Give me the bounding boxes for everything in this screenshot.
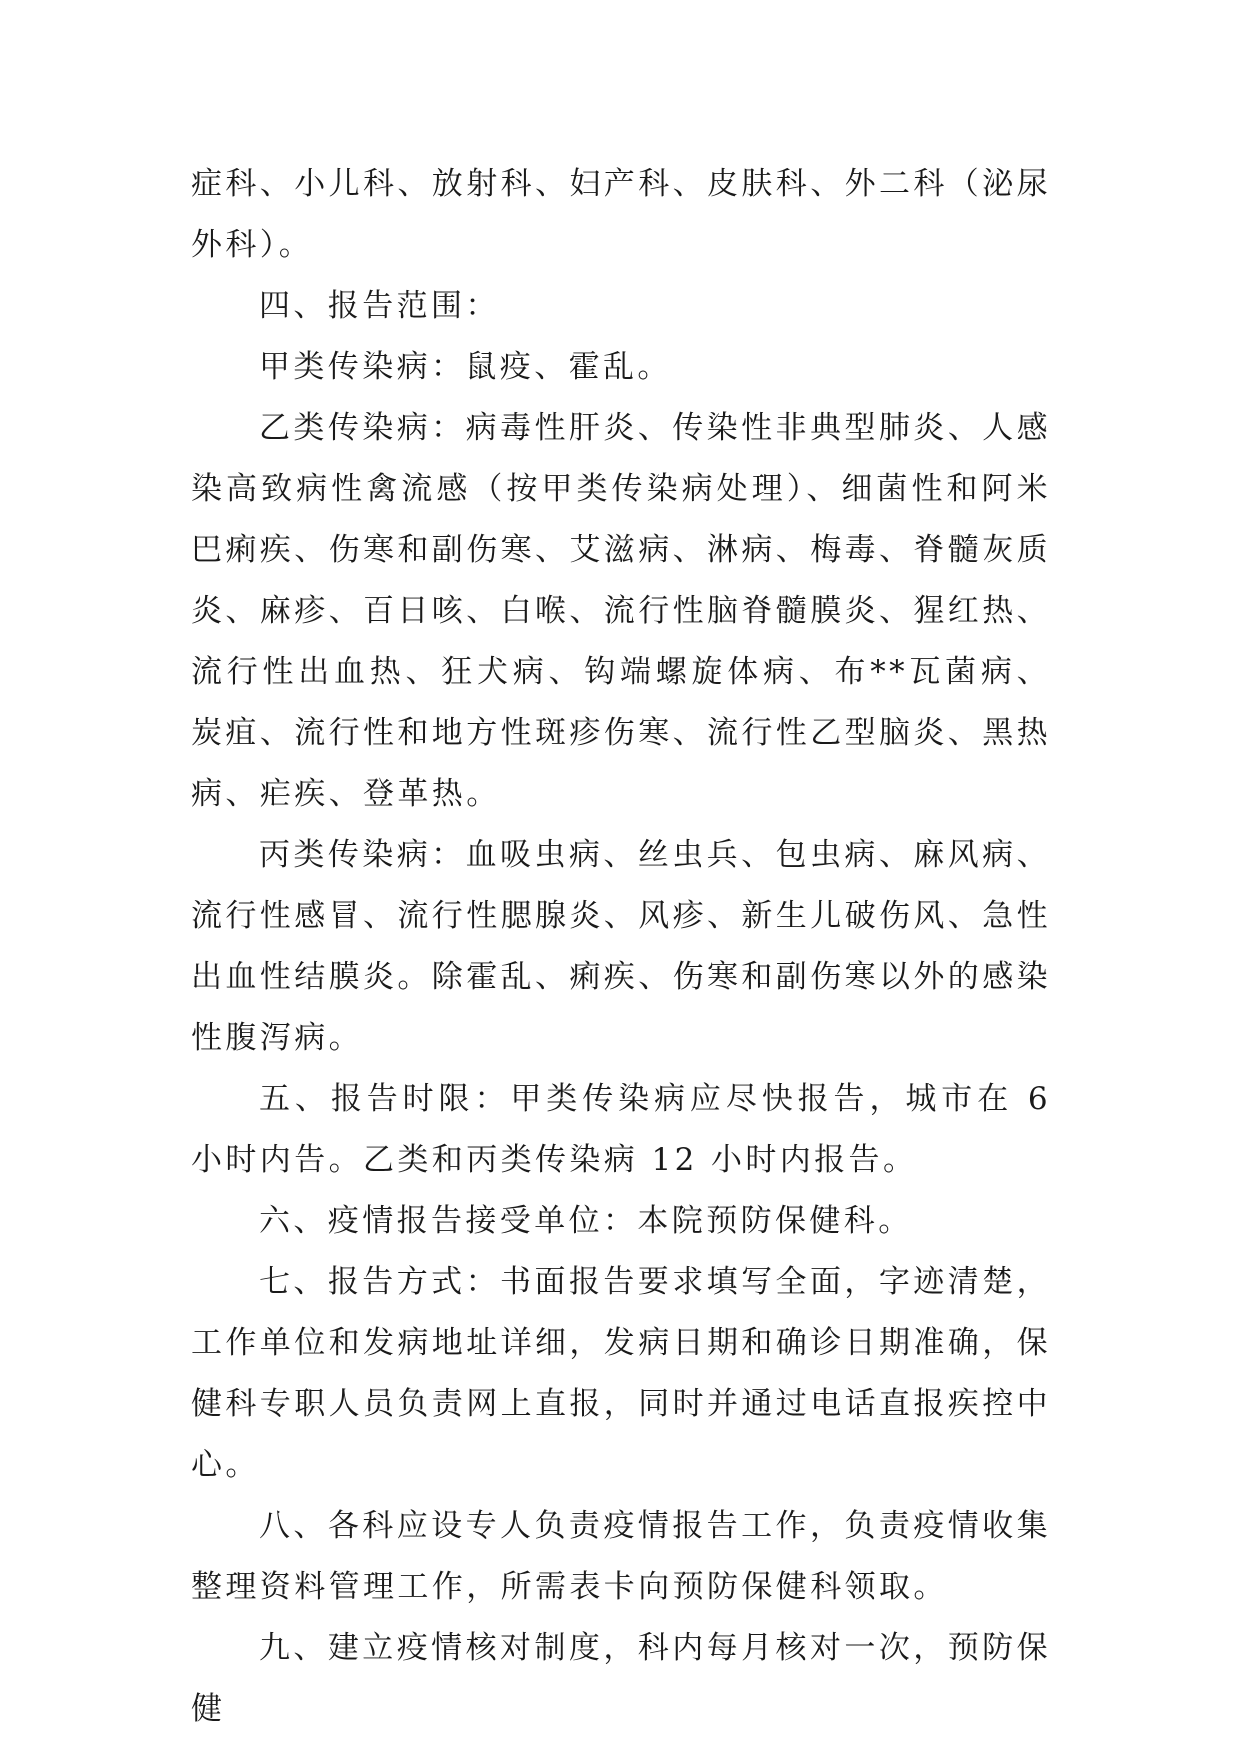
paragraph-department-responsibility: 八、各科应设专人负责疫情报告工作，负责疫情收集整理资料管理工作，所需表卡向预防保健科领取。: [191, 1508, 1051, 1605]
paragraph-report-time-limit: 五、报告时限：甲类传染病应尽快报告，城市在 6 小时内告。乙类和丙类传染病 12 小时内报告。: [191, 1081, 1051, 1178]
paragraph-class-a-diseases: 甲类传染病：鼠疫、霍乱。: [259, 349, 672, 385]
paragraph-report-method: 七、报告方式：书面报告要求填写全面，字迹清楚，工作单位和发病地址详细，发病日期和确诊日期准确，保健科专职人员负责网上直报，同时并通过电话直报疾控中心。: [191, 1264, 1051, 1483]
paragraph-class-c-diseases: 丙类传染病：血吸虫病、丝虫兵、包虫病、麻风病、流行性感冒、流行性腮腺炎、风疹、新生儿破伤风、急性出血性结膜炎。除霍乱、痢疾、伤寒和副伤寒以外的感染性腹泻病。: [191, 837, 1051, 1056]
paragraph-class-b-diseases: 乙类传染病：病毒性肝炎、传染性非典型肺炎、人感染高致病性禽流感（按甲类传染病处理）、细菌性和阿米巴痢疾、伤寒和副伤寒、艾滋病、淋病、梅毒、脊髓灰质炎、麻疹、百日咳、白喉、流行性脑脊髓膜炎、猩红热、流行性出血热、狂犬病、钩端螺旋体病、布**瓦菌病、炭疽、流行性和地方性斑疹伤寒、流行性乙型脑炎、黑热病、疟疾、登革热。: [191, 410, 1051, 812]
document-page: [191, 154, 1051, 1740]
paragraph-departments-continued: 症科、小儿科、放射科、妇产科、皮肤科、外二科（泌尿外科）。: [191, 166, 1051, 263]
section-heading-report-scope: 四、报告范围：: [259, 288, 500, 324]
paragraph-receiving-unit: 六、疫情报告接受单位：本院预防保健科。: [259, 1203, 913, 1239]
paragraph-verification-system: 九、建立疫情核对制度，科内每月核对一次，预防保健: [191, 1630, 1051, 1727]
